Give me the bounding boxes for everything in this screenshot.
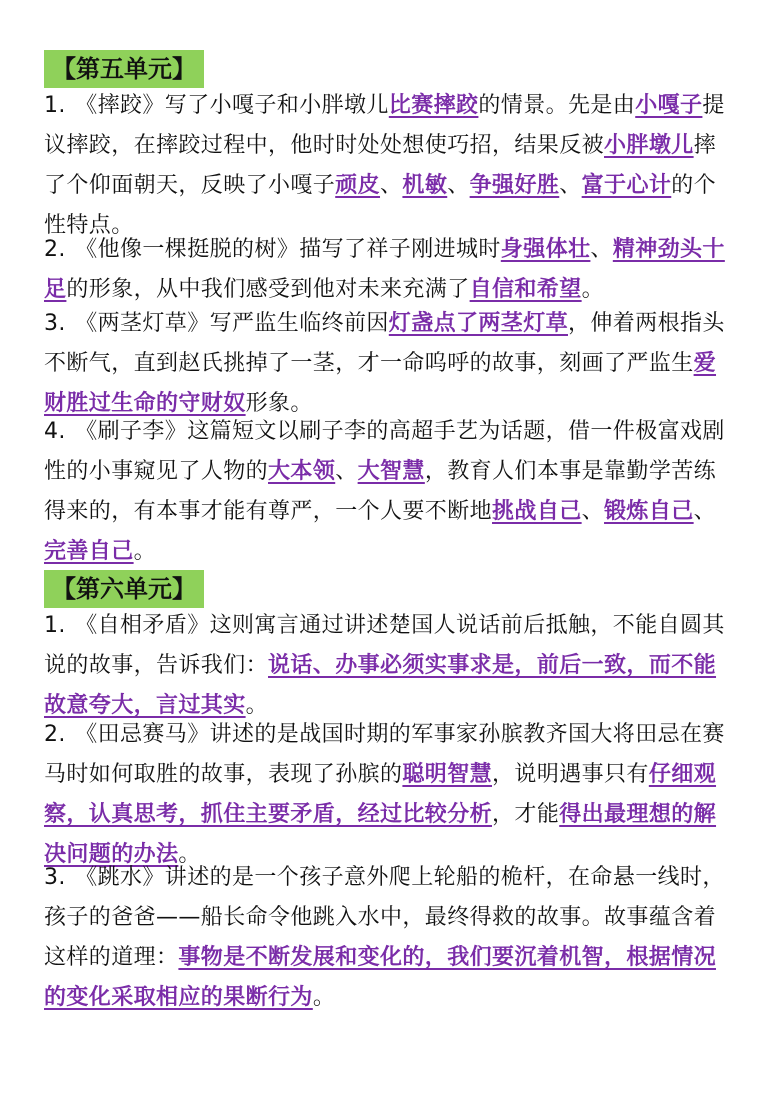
highlighted-keyword: 挑战自己 [492, 499, 582, 524]
highlighted-keyword: 锻炼自己 [604, 499, 694, 524]
unit-6-item-3 [44, 858, 737, 1018]
highlighted-keyword: 得出最理想的解决问题的办法 [44, 802, 717, 867]
body-text: 、 [559, 173, 582, 198]
unit-6-item-1 [44, 606, 737, 726]
item-number: 2. [44, 722, 74, 747]
highlighted-keyword: 身强体壮 [500, 237, 591, 262]
highlighted-keyword: 大智慧 [357, 459, 425, 484]
highlighted-keyword: 说话、办事必须实事求是，前后一致，而不能故意夸大，言过其实 [44, 653, 717, 718]
highlighted-keyword: 比赛摔跤 [388, 93, 479, 118]
highlighted-keyword: 仔细观察，认真思考，抓住主要矛盾，经过比较分析 [44, 762, 717, 827]
body-text: ，才能 [492, 802, 560, 827]
body-text: 《摔跤》写了小嘎子和小胖墩儿 [75, 93, 389, 118]
body-text: ，教育人们本事是靠勤学苦练得来的，有本事才能有尊严，一个人要不断地 [44, 459, 717, 524]
highlighted-keyword: 自信和希望 [469, 277, 582, 302]
body-text: 《他像一棵挺脱的树》描写了祥子刚进城时 [75, 237, 501, 262]
highlighted-keyword: 小嘎子 [635, 93, 703, 118]
highlighted-keyword: 小胖墩儿 [604, 133, 694, 158]
body-text: 、 [693, 499, 717, 524]
body-text: 摔了个仰面朝天，反映了小嘎子 [44, 133, 717, 198]
unit-5-item-2 [44, 230, 737, 310]
highlighted-keyword: 争强好胜 [469, 173, 560, 198]
highlighted-keyword: 灯盏点了两茎灯草 [388, 311, 568, 336]
unit-6-item-2 [44, 715, 737, 875]
unit-5-item-3 [44, 304, 737, 424]
body-text: 的形象，从中我们感受到他对未来充满了 [66, 277, 470, 302]
body-text: 、 [581, 499, 605, 524]
body-text: 《田忌赛马》讲述的是战国时期的军事家孙膑教齐国大将田忌在赛马时如何取胜的故事，表现了孙膑的 [44, 722, 725, 787]
highlighted-keyword: 精神劲头十足 [44, 237, 725, 302]
highlighted-keyword: 爱财胜过生命的守财奴 [44, 351, 717, 416]
highlighted-keyword: 完善自己 [44, 539, 134, 564]
body-text: 。 [133, 539, 157, 564]
body-text: 《自相矛盾》这则寓言通过讲述楚国人说话前后抵触，不能自圆其说的故事，告诉我们： [44, 613, 725, 678]
unit-6-header: 【第六单元】 [44, 570, 204, 608]
body-text: 《跳水》讲述的是一个孩子意外爬上轮船的桅杆，在命悬一线时，孩子的爸爸——船长命令他跳入水中，最终得救的故事。故事蕴含着这样的道理： [44, 865, 725, 970]
item-number: 3. [44, 311, 74, 336]
item-number: 4. [44, 419, 74, 444]
body-text: 、 [590, 237, 613, 262]
body-text: 形象。 [245, 391, 313, 416]
unit-5-item-1 [44, 86, 737, 246]
highlighted-keyword: 机敏 [402, 173, 448, 198]
body-text: 。 [581, 277, 605, 302]
body-text: 、 [380, 173, 403, 198]
highlighted-keyword: 顽皮 [335, 173, 381, 198]
item-number: 2. [44, 237, 74, 262]
body-text: 、 [447, 173, 470, 198]
body-text: 的情景。先是由 [478, 93, 636, 118]
highlighted-keyword: 聪明智慧 [402, 762, 493, 787]
item-number: 3. [44, 865, 74, 890]
body-text: 。 [245, 693, 269, 718]
body-text: ，说明遇事只有 [492, 762, 649, 787]
body-text: ，伸着两根指头不断气，直到赵氏挑掉了一茎，才一命呜呼的故事，刻画了严监生 [44, 311, 725, 376]
unit-5-item-4 [44, 412, 737, 572]
unit-5-header: 【第五单元】 [44, 50, 204, 88]
body-text: 《刷子李》这篇短文以刷子李的高超手艺为话题，借一件极富戏剧性的小事窥见了人物的 [44, 419, 725, 484]
item-number: 1. [44, 613, 74, 638]
body-text: 。 [178, 842, 201, 867]
highlighted-keyword: 大本领 [268, 459, 336, 484]
item-number: 1. [44, 93, 74, 118]
body-text: 《两茎灯草》写严监生临终前因 [75, 311, 389, 336]
highlighted-keyword: 富于心计 [581, 173, 672, 198]
body-text: 的个性特点。 [44, 173, 717, 238]
body-text: 。 [312, 985, 336, 1010]
highlighted-keyword: 事物是不断发展和变化的，我们要沉着机智，根据情况的变化采取相应的果断行为 [44, 945, 717, 1010]
body-text: 提议摔跤，在摔跤过程中，他时时处处想使巧招，结果反被 [44, 93, 725, 158]
body-text: 、 [335, 459, 358, 484]
